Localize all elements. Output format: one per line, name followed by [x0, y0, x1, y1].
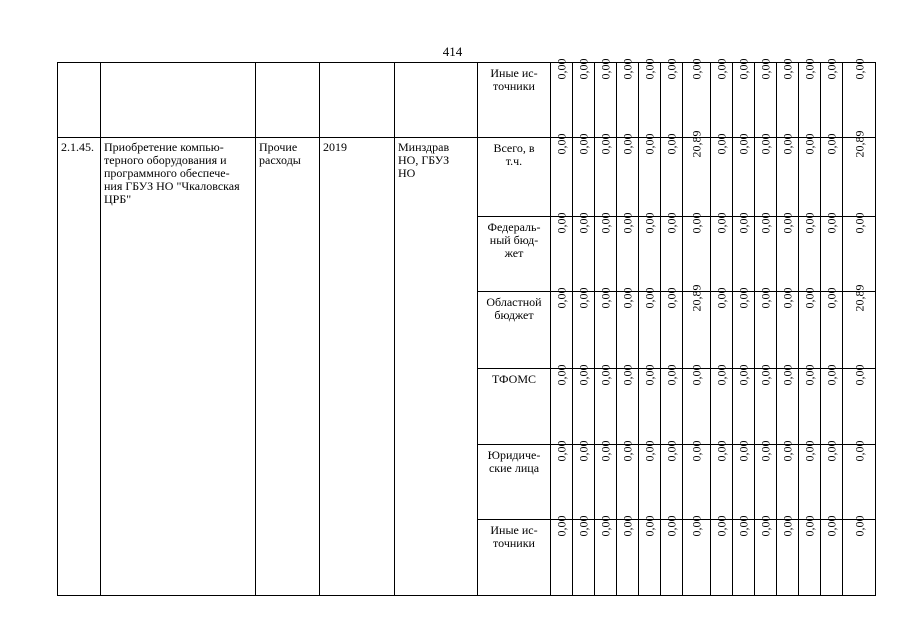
value-cell — [639, 287, 661, 369]
value-cell — [573, 364, 595, 445]
source-cell: Всего, в т.ч. — [478, 138, 551, 217]
value-text: 0,00 — [664, 440, 679, 462]
value-cell — [551, 364, 573, 445]
source-cell: Юридиче- ские лица — [478, 445, 551, 520]
value-cell — [843, 212, 876, 292]
value-text: 0,00 — [598, 133, 613, 155]
value-text: 0,00 — [664, 364, 679, 386]
value-cell — [821, 440, 843, 520]
value-text: 0,00 — [642, 440, 657, 462]
value-text: 0,00 — [598, 440, 613, 462]
value-cell — [639, 364, 661, 445]
value-text: 0,00 — [802, 440, 817, 462]
value-text: 0,00 — [576, 364, 591, 386]
value-text: 0,00 — [554, 364, 569, 386]
value-text: 0,00 — [736, 212, 751, 234]
value-cell — [843, 515, 876, 596]
value-cell — [843, 130, 876, 217]
value-cell — [711, 515, 733, 596]
value-text: 0,00 — [780, 364, 795, 386]
value-text: 0,00 — [802, 133, 817, 155]
value-cell — [799, 364, 821, 445]
value-cell — [777, 515, 799, 596]
source-cell: Областной бюджет — [478, 292, 551, 369]
value-cell — [733, 58, 755, 138]
value-cell — [639, 58, 661, 138]
value-cell — [595, 287, 617, 369]
value-text: 0,00 — [554, 133, 569, 155]
source-cell: Иные ис- точники — [478, 63, 551, 138]
value-text: 0,00 — [824, 440, 839, 462]
budget-table — [57, 58, 876, 596]
empty-cell — [320, 63, 395, 138]
value-text: 0,00 — [576, 287, 591, 309]
value-cell — [617, 364, 639, 445]
value-cell — [733, 212, 755, 292]
value-text: 0,00 — [852, 515, 866, 537]
value-cell — [551, 133, 573, 217]
value-cell — [639, 212, 661, 292]
value-cell — [711, 212, 733, 292]
value-cell — [711, 364, 733, 445]
value-text: 0,00 — [714, 133, 729, 155]
value-text: 0,00 — [664, 212, 679, 234]
value-text: 0,00 — [780, 133, 795, 155]
value-cell — [683, 364, 711, 445]
value-text: 0,00 — [802, 212, 817, 234]
value-cell — [821, 212, 843, 292]
value-cell — [755, 440, 777, 520]
value-cell — [777, 364, 799, 445]
value-cell — [755, 212, 777, 292]
value-cell — [733, 133, 755, 217]
value-cell — [683, 212, 711, 292]
value-text: 0,00 — [758, 515, 773, 537]
value-text: 0,00 — [714, 287, 729, 309]
value-text: 0,00 — [689, 58, 704, 80]
value-cell — [711, 440, 733, 520]
value-cell — [573, 515, 595, 596]
value-text: 0,00 — [714, 212, 729, 234]
value-text: 0,00 — [689, 212, 704, 234]
value-cell — [573, 287, 595, 369]
value-text: 0,00 — [852, 58, 866, 80]
value-cell — [755, 287, 777, 369]
value-text: 0,00 — [689, 440, 704, 462]
value-text: 0,00 — [802, 364, 817, 386]
value-cell — [573, 212, 595, 292]
value-text: 0,00 — [758, 287, 773, 309]
value-text: 0,00 — [664, 287, 679, 309]
value-text: 0,00 — [620, 287, 635, 309]
value-cell — [661, 212, 683, 292]
value-cell — [639, 440, 661, 520]
value-text: 0,00 — [620, 515, 635, 537]
value-cell — [617, 133, 639, 217]
value-text: 0,00 — [852, 364, 866, 386]
value-cell — [551, 287, 573, 369]
value-text: 0,00 — [780, 440, 795, 462]
value-text: 20,89 — [852, 284, 866, 312]
value-cell — [733, 440, 755, 520]
value-text: 0,00 — [598, 364, 613, 386]
value-text: 0,00 — [664, 133, 679, 155]
value-text: 0,00 — [780, 287, 795, 309]
value-text: 0,00 — [824, 364, 839, 386]
empty-cell — [58, 63, 101, 138]
entry-executor: Минздрав НО, ГБУЗ НО — [395, 138, 478, 596]
value-cell — [573, 58, 595, 138]
value-cell — [821, 515, 843, 596]
value-cell — [661, 58, 683, 138]
value-text: 0,00 — [824, 515, 839, 537]
value-cell — [639, 515, 661, 596]
value-cell — [617, 287, 639, 369]
value-cell — [617, 515, 639, 596]
value-cell — [843, 284, 876, 369]
value-text: 20,89 — [852, 130, 866, 158]
value-cell — [799, 212, 821, 292]
value-text: 0,00 — [664, 58, 679, 80]
value-text: 0,00 — [714, 364, 729, 386]
value-cell — [799, 515, 821, 596]
value-cell — [711, 287, 733, 369]
value-text: 0,00 — [598, 515, 613, 537]
page-number: 414 — [442, 44, 463, 59]
source-cell: Иные ис- точники — [478, 520, 551, 596]
value-cell — [661, 515, 683, 596]
value-text: 0,00 — [620, 364, 635, 386]
entry-name: Приобретение компью- терного оборудования и программного обеспече- ния ГБУЗ НО "Чкаловская ЦРБ" — [101, 138, 256, 596]
value-text: 0,00 — [642, 364, 657, 386]
value-text: 0,00 — [642, 58, 657, 80]
value-cell — [755, 364, 777, 445]
value-text: 0,00 — [802, 515, 817, 537]
value-cell — [595, 364, 617, 445]
value-cell — [799, 133, 821, 217]
value-cell — [711, 133, 733, 217]
value-text: 0,00 — [642, 212, 657, 234]
table-row — [58, 63, 876, 138]
value-text: 0,00 — [736, 287, 751, 309]
value-cell — [661, 364, 683, 445]
source-cell: ТФОМС — [478, 369, 551, 445]
value-text: 0,00 — [689, 364, 704, 386]
value-cell — [617, 440, 639, 520]
value-text: 0,00 — [824, 58, 839, 80]
value-text: 0,00 — [576, 212, 591, 234]
value-text: 0,00 — [620, 58, 635, 80]
value-text: 0,00 — [714, 58, 729, 80]
value-cell — [683, 284, 711, 369]
value-cell — [683, 130, 711, 217]
value-cell — [573, 440, 595, 520]
value-text: 0,00 — [576, 515, 591, 537]
value-text: 0,00 — [642, 515, 657, 537]
value-cell — [799, 287, 821, 369]
value-text: 0,00 — [554, 440, 569, 462]
value-text: 0,00 — [824, 212, 839, 234]
value-cell — [617, 212, 639, 292]
value-text: 0,00 — [736, 440, 751, 462]
value-cell — [711, 58, 733, 138]
value-cell — [799, 58, 821, 138]
value-text: 0,00 — [576, 58, 591, 80]
value-text: 0,00 — [554, 212, 569, 234]
value-text: 0,00 — [664, 515, 679, 537]
value-cell — [755, 133, 777, 217]
value-cell — [683, 515, 711, 596]
value-text: 0,00 — [576, 440, 591, 462]
value-cell — [661, 287, 683, 369]
value-text: 0,00 — [824, 287, 839, 309]
value-cell — [595, 212, 617, 292]
value-text: 0,00 — [802, 287, 817, 309]
table-row — [58, 138, 876, 217]
value-cell — [595, 133, 617, 217]
value-cell — [617, 58, 639, 138]
value-text: 0,00 — [758, 133, 773, 155]
value-text: 0,00 — [852, 440, 866, 462]
value-cell — [777, 440, 799, 520]
value-text: 0,00 — [736, 364, 751, 386]
source-cell: Федераль- ный бюд- жет — [478, 217, 551, 292]
value-text: 0,00 — [758, 58, 773, 80]
value-text: 0,00 — [598, 58, 613, 80]
value-text: 0,00 — [852, 212, 866, 234]
empty-cell — [256, 63, 320, 138]
value-cell — [661, 440, 683, 520]
value-text: 0,00 — [598, 212, 613, 234]
value-cell — [843, 58, 876, 138]
value-cell — [551, 515, 573, 596]
value-text: 0,00 — [758, 212, 773, 234]
value-text: 0,00 — [780, 212, 795, 234]
value-text: 20,89 — [689, 130, 704, 158]
value-cell — [683, 58, 711, 138]
value-cell — [595, 440, 617, 520]
value-text: 0,00 — [714, 515, 729, 537]
value-text: 0,00 — [736, 58, 751, 80]
value-text: 0,00 — [802, 58, 817, 80]
value-text: 0,00 — [598, 287, 613, 309]
value-cell — [777, 287, 799, 369]
value-text: 0,00 — [620, 133, 635, 155]
value-cell — [821, 58, 843, 138]
value-cell — [573, 133, 595, 217]
value-cell — [755, 58, 777, 138]
value-cell — [683, 440, 711, 520]
value-text: 0,00 — [620, 212, 635, 234]
value-text: 0,00 — [714, 440, 729, 462]
value-cell — [821, 133, 843, 217]
value-cell — [595, 515, 617, 596]
value-cell — [777, 212, 799, 292]
value-cell — [551, 212, 573, 292]
value-text: 0,00 — [736, 133, 751, 155]
value-text: 0,00 — [758, 364, 773, 386]
value-cell — [777, 133, 799, 217]
value-text: 0,00 — [554, 515, 569, 537]
value-text: 0,00 — [758, 440, 773, 462]
entry-code: 2.1.45. — [58, 138, 101, 596]
value-cell — [551, 58, 573, 138]
value-cell — [733, 287, 755, 369]
value-text: 0,00 — [642, 133, 657, 155]
value-text: 0,00 — [554, 58, 569, 80]
value-text: 0,00 — [554, 287, 569, 309]
value-text: 20,89 — [689, 284, 704, 312]
value-cell — [777, 58, 799, 138]
value-text: 0,00 — [689, 515, 704, 537]
value-text: 0,00 — [576, 133, 591, 155]
value-cell — [821, 364, 843, 445]
value-cell — [733, 364, 755, 445]
empty-cell — [395, 63, 478, 138]
value-text: 0,00 — [780, 515, 795, 537]
value-text: 0,00 — [642, 287, 657, 309]
value-cell — [639, 133, 661, 217]
value-text: 0,00 — [824, 133, 839, 155]
value-cell — [551, 440, 573, 520]
value-text: 0,00 — [620, 440, 635, 462]
value-text: 0,00 — [780, 58, 795, 80]
value-cell — [799, 440, 821, 520]
value-cell — [733, 515, 755, 596]
value-cell — [843, 440, 876, 520]
value-text: 0,00 — [736, 515, 751, 537]
value-cell — [843, 364, 876, 445]
value-cell — [821, 287, 843, 369]
value-cell — [661, 133, 683, 217]
value-cell — [595, 58, 617, 138]
entry-year: 2019 — [320, 138, 395, 596]
empty-cell — [101, 63, 256, 138]
entry-category: Прочие расходы — [256, 138, 320, 596]
value-cell — [755, 515, 777, 596]
